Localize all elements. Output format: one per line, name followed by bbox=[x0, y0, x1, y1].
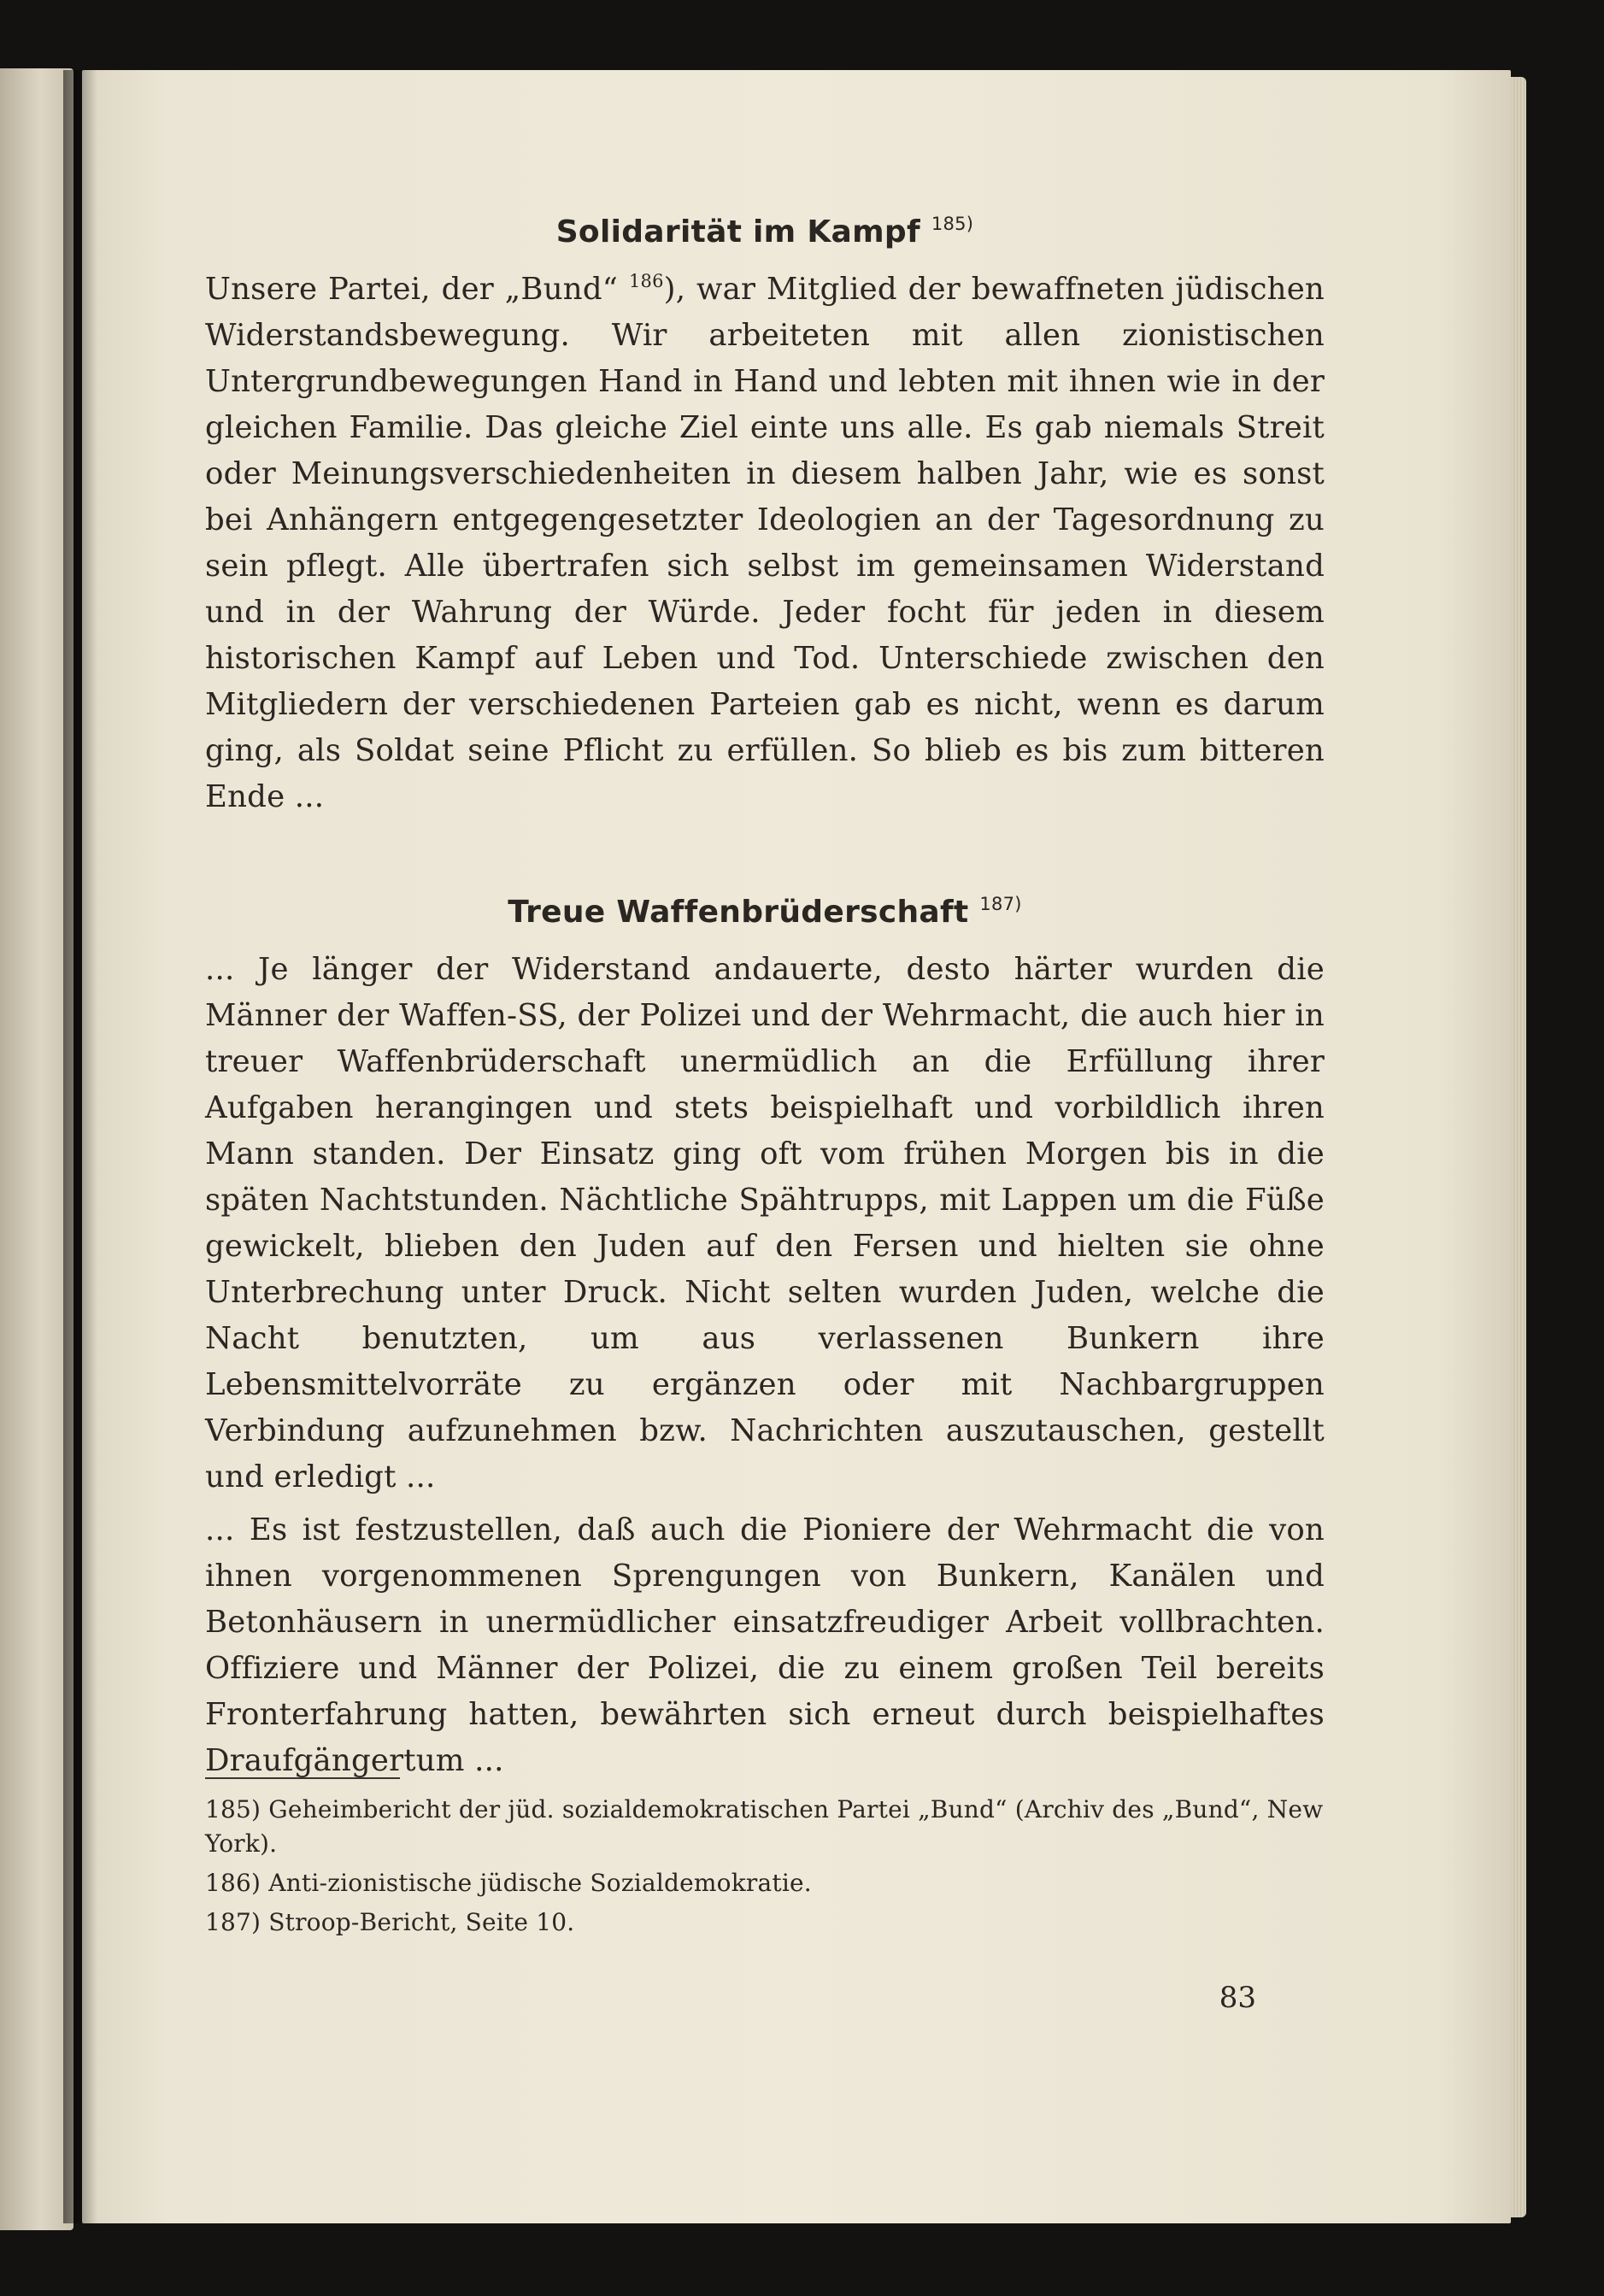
section-2-heading bbox=[205, 894, 1325, 930]
gutter-shadow bbox=[63, 70, 97, 2223]
section-2-title: Treue Waffenbrüderschaft bbox=[508, 895, 969, 930]
footnote-divider bbox=[205, 1777, 400, 1779]
section-2-footnote-ref: 187) bbox=[979, 894, 1022, 914]
page-number: 83 bbox=[1219, 1981, 1256, 2015]
paragraph-text-rest: ), war Mitglied der bewaffneten jüdischen Widerstandsbewegung. Wir arbeiteten mit allen zionistischen Untergrundbewegungen Hand in Hand und lebten mit ihnen wie in der gleichen Familie. Das gleiche Ziel einte uns alle. Es gab niemals Streit oder Meinungsverschiedenheiten in diesem halben Jahr, wie es sonst bei Anhängern entgegengesetzter Ideologien an der Tagesordnung zu sein pflegt. Alle übertrafen sich selbst im gemeinsamen Widerstand und in der Wahrung der Würde. Jeder focht für jeden in diesem historischen Kampf auf Leben und Tod. Unterschiede zwischen den Mitgliedern der verschiedenen Parteien gab es nicht, wenn es darum ging, als Soldat seine Pflicht zu erfüllen. So blieb es bis zum bitteren Ende ... bbox=[205, 272, 1325, 814]
section-1-heading bbox=[205, 214, 1325, 250]
section-1-footnote-ref: 185) bbox=[931, 214, 974, 234]
page-body bbox=[205, 214, 1325, 1784]
footnotes bbox=[205, 1777, 1325, 1945]
footnote-186: 186) Anti-zionistische jüdische Sozialdemokratie. bbox=[205, 1869, 812, 1897]
section-2-paragraph-2: ... Es ist festzustellen, daß auch die Pioniere der Wehrmacht die von ihnen vorgenommenen Sprengungen von Bunkern, Kanälen und Betonhäusern in unermüdlicher einsatzfreudiger Arbeit vollbrachten. Offiziere und Männer der Polizei, die zu einem großen Teil bereits Fronterfahrung hatten, bewährten sich erneut durch beispielhaftes Draufgängertum ... bbox=[205, 1512, 1325, 1778]
section-1-paragraph bbox=[205, 267, 1325, 820]
section-1-title: Solidarität im Kampf bbox=[555, 214, 920, 250]
footnote-187: 187) Stroop-Bericht, Seite 10. bbox=[205, 1908, 575, 1936]
inline-footnote-ref: 186 bbox=[628, 271, 664, 291]
paragraph-text-start: Unsere Partei, der „Bund“ bbox=[205, 272, 629, 307]
footnote-185: 185) Geheimbericht der jüd. sozialdemokratischen Partei „Bund“ (Archiv des „Bund“, New York). bbox=[205, 1795, 1324, 1858]
section-2-paragraph-1: ... Je länger der Widerstand andauerte, desto härter wurden die Männer der Waffen-SS, der Polizei und der Wehrmacht, die auch hier in treuer Waffenbrüderschaft unermüdlich an die Erfüllung ihrer Aufgaben herangingen und stets beispielhaft und vorbildlich ihren Mann standen. Der Einsatz ging oft vom frühen Morgen bis in die späten Nachtstunden. Nächtliche Spähtrupps, mit Lappen um die Füße gewickelt, blieben den Juden auf den Fersen und hielten sie ohne Unterbrechung unter Druck. Nicht selten wurden Juden, welche die Nacht benutzten, um aus verlassenen Bunkern ihre Lebensmittelvorräte zu ergänzen oder mit Nachbargruppen Verbindung aufzunehmen bzw. Nachrichten auszutauschen, gestellt und erledigt ... bbox=[205, 952, 1325, 1494]
